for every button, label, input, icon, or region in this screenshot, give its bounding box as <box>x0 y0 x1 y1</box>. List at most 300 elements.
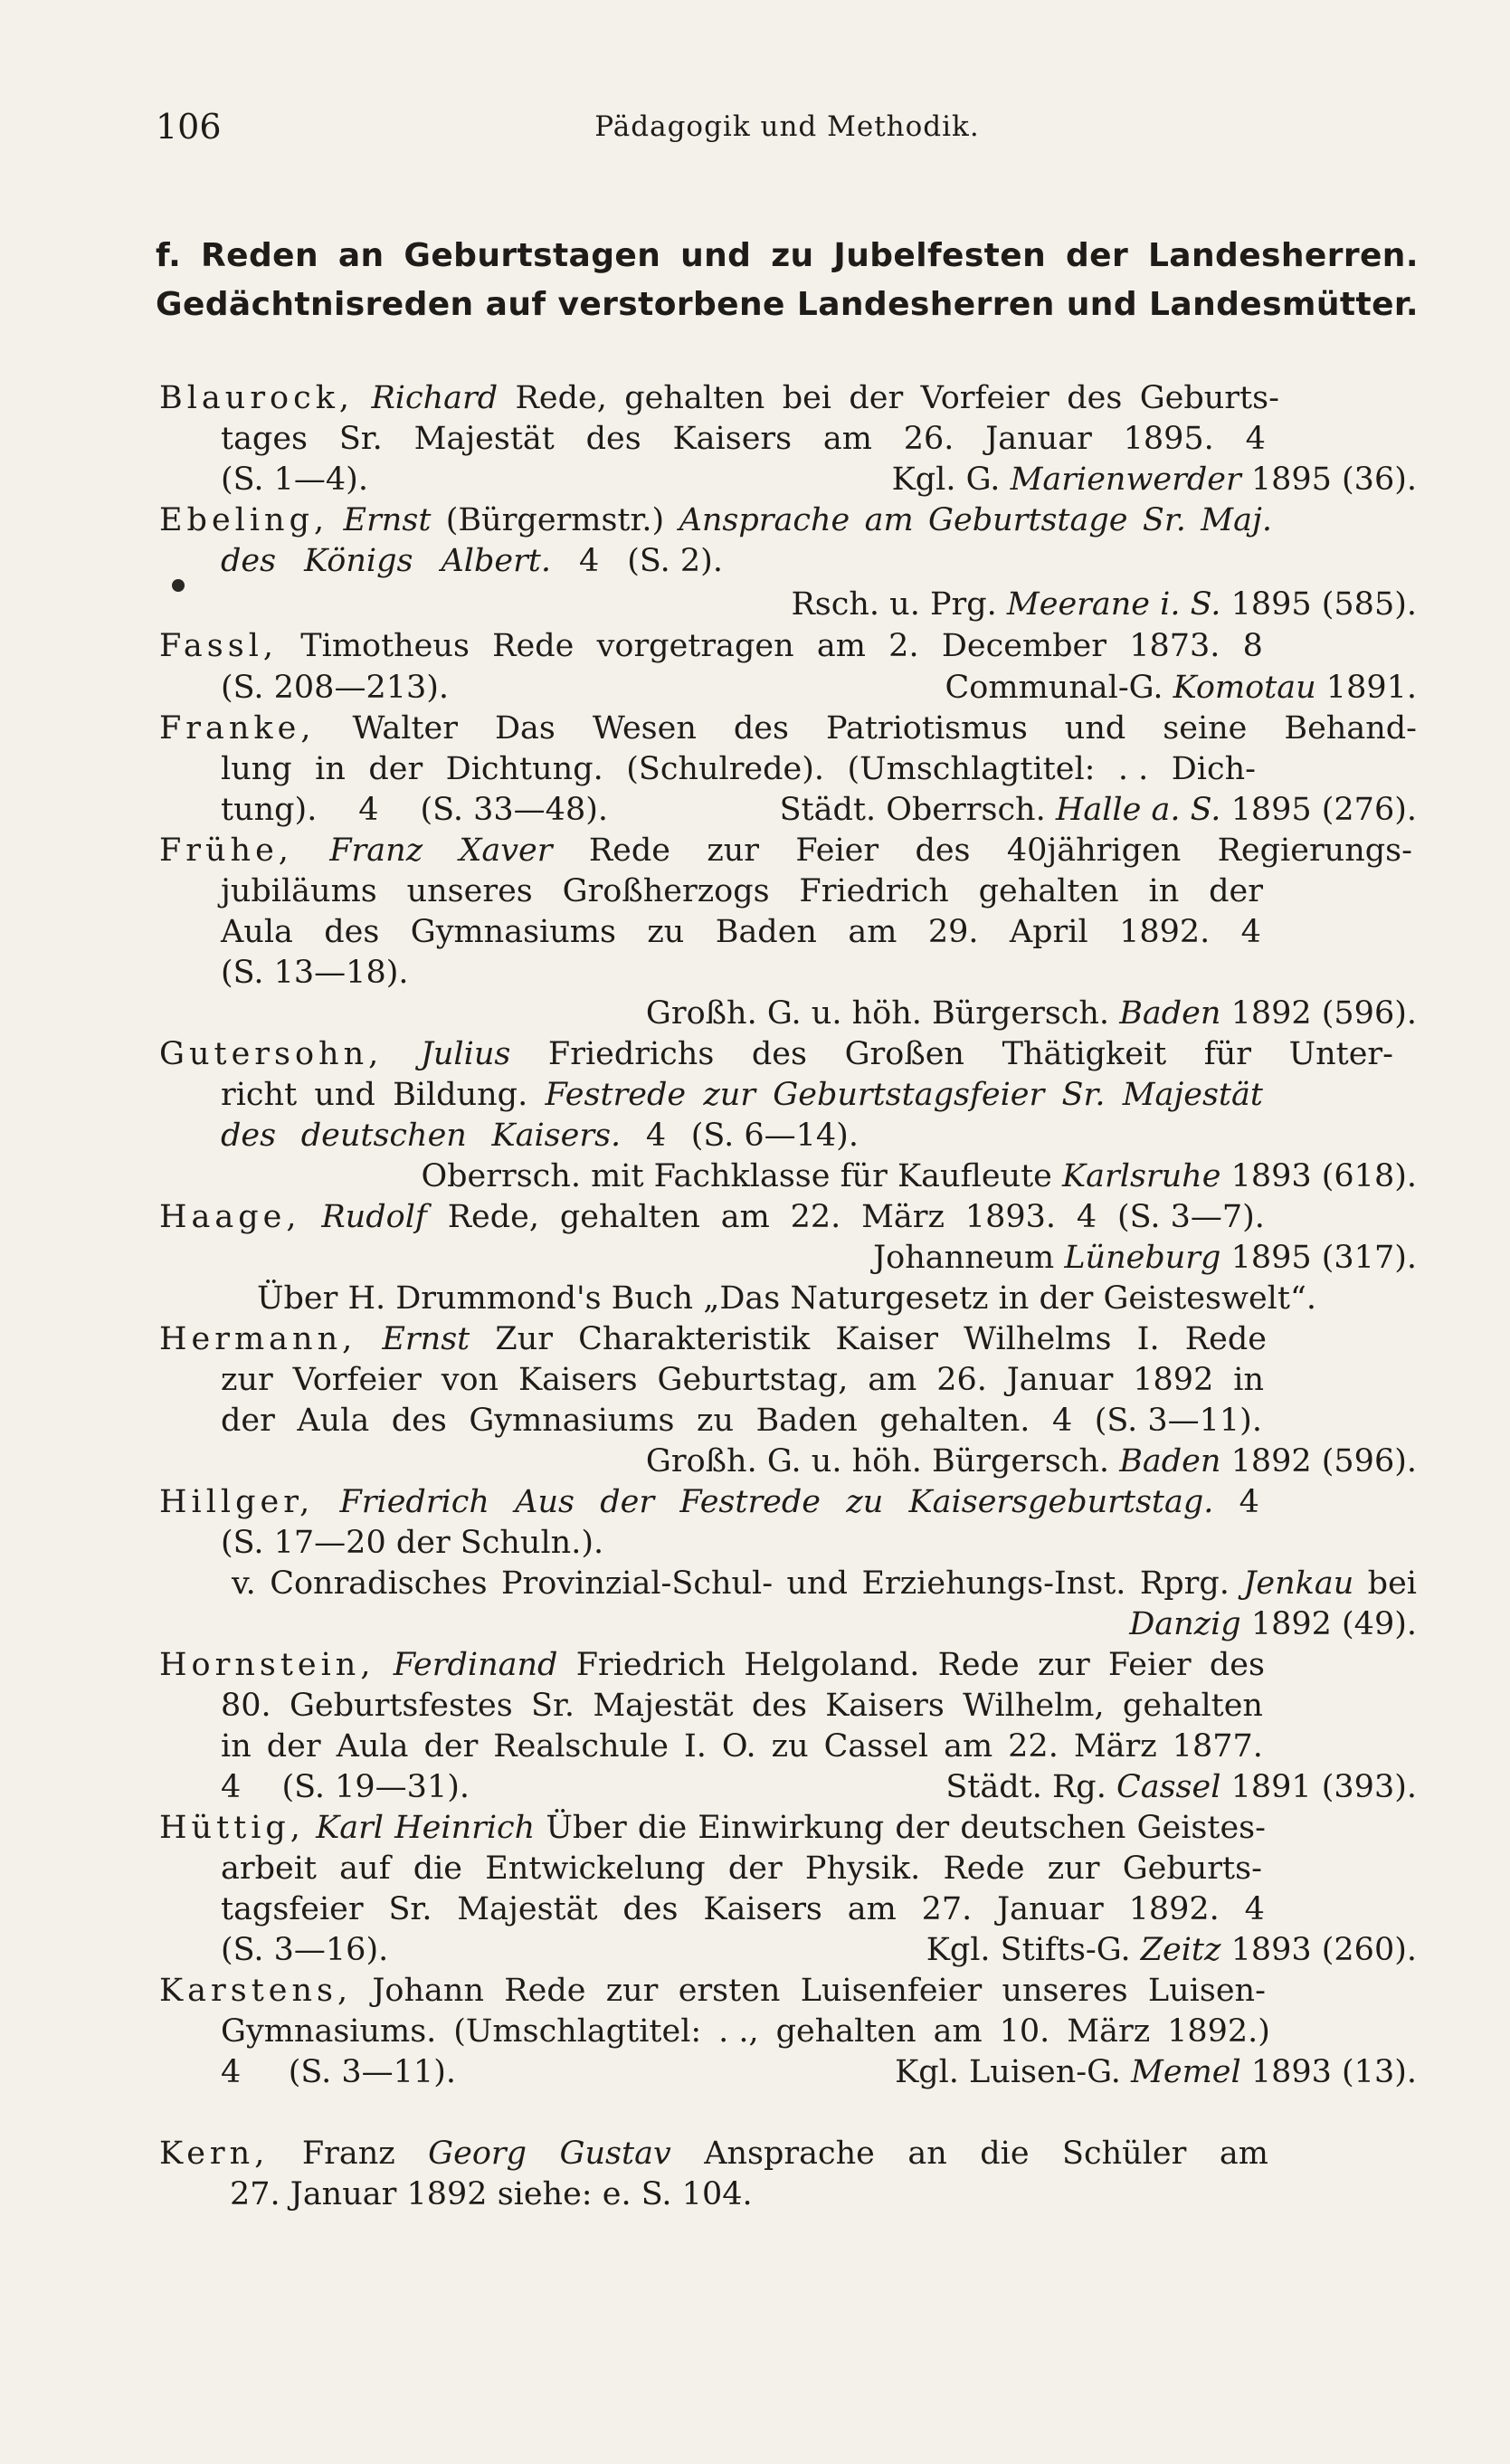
text-segment: Sr. <box>338 421 383 457</box>
text-segment: am <box>933 2013 983 2050</box>
italic-text: Heinrich <box>394 1810 536 1846</box>
entry-text <box>221 751 1256 787</box>
text-segment: Regierungs- <box>1217 832 1412 869</box>
text-segment: Vorfeier <box>920 380 1049 416</box>
text-segment: 8 <box>1242 628 1263 664</box>
entry-line <box>0 1728 1510 1770</box>
entry-line <box>0 955 1510 996</box>
text-segment: Gymnasiums <box>410 914 616 950</box>
author-surname: Hüttig, <box>159 1810 305 1846</box>
entry-line <box>0 1280 1510 1322</box>
text-segment: Communal-G. <box>945 670 1173 706</box>
entry-line <box>0 1850 1510 1892</box>
text-segment: 1893 (618). <box>1220 1158 1417 1194</box>
text-segment: Ansprache <box>704 2136 875 2172</box>
text-segment: des <box>733 710 789 747</box>
text-segment: der <box>727 1850 783 1887</box>
heading-word: zu <box>771 237 814 274</box>
text-segment: Bildung. <box>393 1077 528 1113</box>
text-segment: der <box>895 1810 950 1846</box>
text-segment: Baden <box>715 914 817 950</box>
text-segment: Timotheus <box>300 628 470 664</box>
italic-text: Ernst <box>382 1321 470 1357</box>
text-segment: unseres <box>1002 1973 1128 2009</box>
text-segment: 1891. <box>1315 670 1417 706</box>
entry-text <box>221 1891 1265 1927</box>
text-segment: Rede, <box>515 380 607 416</box>
text-segment: Rede, <box>447 1199 539 1235</box>
text-segment: (S. 17—20 der Schuln.). <box>221 1525 604 1561</box>
italic-text: des <box>221 543 277 579</box>
text-segment: des <box>622 1891 679 1927</box>
text-segment: in <box>315 751 346 787</box>
text-segment: Physik. <box>804 1850 921 1887</box>
text-segment: Friedrich <box>799 873 949 909</box>
text-segment: Wilhelms <box>964 1321 1112 1357</box>
text-segment: Majestät <box>413 421 555 457</box>
text-segment: vorgetragen <box>596 628 794 664</box>
text-segment: Unter- <box>1288 1036 1393 1072</box>
entry-line <box>0 1199 1510 1241</box>
italic-text: Georg <box>428 2136 527 2172</box>
entry-line <box>0 914 1510 956</box>
text-segment: Zur <box>495 1321 553 1357</box>
entry-line <box>0 586 1510 628</box>
text-segment: Baden <box>755 1403 858 1439</box>
entry-text <box>159 2136 1268 2172</box>
italic-text: Meerane i. S. <box>1006 586 1221 623</box>
text-segment: der <box>266 1728 321 1765</box>
italic-text: Baden <box>1119 995 1221 1032</box>
entry-line <box>0 873 1510 915</box>
text-segment: bei <box>782 380 831 416</box>
heading-word: Geburtstagen <box>404 237 661 274</box>
author-surname: Fassl, <box>159 628 279 664</box>
entry-line <box>0 1973 1510 2014</box>
entry-text <box>221 421 1266 457</box>
heading-word: verstorbene <box>557 286 785 323</box>
text-segment: Rede <box>504 1973 586 2009</box>
text-segment: jubiläums <box>221 873 377 909</box>
italic-text: Franz <box>329 832 423 869</box>
text-segment: Provinzial-Schul- <box>501 1565 774 1602</box>
entry-line <box>0 2054 1510 2096</box>
entry-line <box>0 1525 1510 1566</box>
entry-line <box>0 1118 1510 1159</box>
italic-text: Cassel <box>1116 1769 1221 1805</box>
text-segment: 1892. <box>1128 1891 1220 1927</box>
entry-line <box>0 1362 1510 1403</box>
text-segment: gehalten <box>775 2013 916 2050</box>
italic-text: der <box>600 1484 655 1520</box>
text-segment: Gymnasiums <box>469 1403 675 1439</box>
italic-text: Sr. <box>1061 1077 1106 1113</box>
text-segment: O. <box>721 1728 756 1765</box>
italic-text: deutschen <box>300 1118 467 1154</box>
text-segment: die <box>413 1850 463 1887</box>
author-surname: Ebeling, <box>159 502 329 538</box>
italic-text: Geburtstagsfeier <box>773 1077 1045 1113</box>
text-segment: arbeit <box>221 1850 317 1887</box>
text-segment: 1892 (596). <box>1220 995 1417 1032</box>
text-segment: . ., <box>718 2013 759 2050</box>
text-segment: 1893 (260). <box>1220 1932 1417 1968</box>
text-segment: Schüler <box>1062 2136 1187 2172</box>
italic-text: Richard <box>371 380 499 416</box>
text-segment: des <box>1067 380 1123 416</box>
text-segment: Cassel <box>823 1728 929 1765</box>
text-segment: 4 <box>1244 1891 1265 1927</box>
author-surname: Blaurock, <box>159 380 355 416</box>
entry-text <box>221 2013 1270 2050</box>
page-header <box>156 107 1419 152</box>
text-segment: (S. 208—213). <box>221 670 450 706</box>
text-segment: 1891 (393). <box>1220 1769 1417 1805</box>
italic-text: Albert. <box>441 543 551 579</box>
entry-line <box>0 751 1510 793</box>
italic-text: am <box>864 502 914 538</box>
text-segment: (S. 1—4). <box>221 461 368 498</box>
entry-text <box>570 1443 1417 1479</box>
text-segment: am <box>848 914 897 950</box>
text-segment: des <box>1209 1647 1265 1683</box>
text-segment: 4 <box>221 2054 242 2090</box>
entry-text <box>159 1321 1267 1357</box>
italic-text: Komotau <box>1173 670 1316 706</box>
italic-text: Xaver <box>459 832 553 869</box>
entry-text <box>221 1728 1263 1765</box>
text-segment: 1895 (317). <box>1220 1240 1417 1276</box>
entry-line <box>0 1688 1510 1729</box>
text-segment: Rede <box>1184 1321 1267 1357</box>
author-surname: Kern, <box>159 2136 270 2172</box>
text-segment: Januar <box>997 1891 1104 1927</box>
text-segment: Aula <box>221 914 293 950</box>
text-segment: 1895 (276). <box>1220 792 1417 828</box>
italic-text: Danzig <box>1129 1606 1241 1642</box>
author-surname: Haage, <box>159 1199 301 1235</box>
text-segment: Kaisers <box>825 1688 945 1724</box>
italic-text: Julius <box>420 1036 511 1072</box>
text-segment: ersten <box>678 1973 781 2009</box>
text-segment: Städt. Oberrsch. <box>779 792 1056 828</box>
italic-text: Aus <box>515 1484 575 1520</box>
text-segment: Entwickelung <box>485 1850 706 1887</box>
entry-text <box>814 1769 1417 1805</box>
text-segment: gehalten <box>624 380 765 416</box>
heading-word: f. <box>156 237 182 274</box>
heading-word: auf <box>485 286 546 323</box>
text-segment: (S. 19—31). <box>281 1769 470 1805</box>
entry-text <box>221 1403 1262 1439</box>
italic-text: Kaisersgeburtstag. <box>908 1484 1214 1520</box>
text-segment: Kaisers <box>703 1891 822 1927</box>
text-segment: 27. <box>921 1891 973 1927</box>
entry-text <box>221 543 723 579</box>
entry-text <box>221 955 429 991</box>
text-segment: lung <box>221 751 292 787</box>
text-segment: Einwirkung <box>698 1810 885 1846</box>
text-segment: December <box>941 628 1106 664</box>
author-surname: Hornstein, <box>159 1647 375 1683</box>
text-segment: 4 <box>1051 1403 1073 1439</box>
text-segment: 27. Januar 1892 siehe: e. S. 104. <box>230 2176 753 2212</box>
text-segment: Franz <box>301 2136 395 2172</box>
entry-line <box>0 1321 1510 1363</box>
entry-line <box>0 1158 1510 1200</box>
text-segment: und <box>786 1565 849 1602</box>
text-segment: April <box>1009 914 1088 950</box>
text-segment: der <box>221 1403 275 1439</box>
italic-text: Memel <box>1131 2054 1241 2090</box>
author-surname: Hillger, <box>159 1484 315 1520</box>
text-segment: Rede <box>492 628 575 664</box>
text-segment: des <box>751 1688 807 1724</box>
text-segment: Aula <box>297 1403 370 1439</box>
entry-line <box>0 2176 1510 2218</box>
entry-line <box>0 670 1510 711</box>
text-segment: 1892 (49). <box>1240 1606 1417 1642</box>
text-segment: Oberrsch. mit Fachklasse für Kaufleute <box>421 1158 1062 1194</box>
text-segment: (S. 6—14). <box>690 1118 859 1154</box>
text-segment: (S. 2). <box>627 543 723 579</box>
text-segment: (S. 33—48). <box>420 792 608 828</box>
heading-word: Jubelfesten <box>833 237 1047 274</box>
text-segment: 4 <box>358 792 379 828</box>
entry-text <box>221 1850 1262 1887</box>
author-surname: Franke, <box>159 710 316 747</box>
text-segment: 4 <box>221 1769 242 1805</box>
text-segment: 1892.) <box>1167 2013 1270 2050</box>
text-segment: 4 <box>579 543 600 579</box>
italic-text: Majestät <box>1122 1077 1263 1113</box>
italic-text: Karl <box>316 1810 385 1846</box>
italic-text: Rudolf <box>321 1199 427 1235</box>
text-segment: 10. <box>999 2013 1050 2050</box>
text-segment: 26. <box>936 1362 987 1398</box>
entry-text <box>221 1118 859 1154</box>
text-segment: die <box>637 1810 688 1846</box>
text-segment: Großherzogs <box>562 873 770 909</box>
italic-text: Friedrich <box>339 1484 489 1520</box>
text-segment: Luisen- <box>1147 1973 1266 2009</box>
heading-word: Landesherren <box>796 286 1055 323</box>
section-heading-line-2 <box>156 286 1419 323</box>
italic-text: Ansprache <box>679 502 850 538</box>
text-segment: Großh. G. u. höh. Bürgersch. <box>645 1443 1120 1479</box>
heading-word: und <box>1066 286 1138 323</box>
entry-text <box>159 1199 1265 1235</box>
text-segment: (S. 3—16). <box>221 1932 389 1968</box>
text-segment: (Bürgermstr.) <box>445 502 665 538</box>
italic-text: Lüneburg <box>1064 1240 1221 1276</box>
heading-word: an <box>337 237 385 274</box>
italic-text: Halle a. S. <box>1055 792 1221 828</box>
text-segment: der <box>849 380 904 416</box>
italic-text: Geburtstage <box>928 502 1128 538</box>
text-segment: für <box>1203 1036 1251 1072</box>
text-segment: 22. <box>790 1199 841 1235</box>
text-segment: Conradisches <box>270 1565 488 1602</box>
entry-line <box>0 1565 1510 1607</box>
text-segment: Majestät <box>593 1688 734 1724</box>
text-segment: Über H. Drummond's Buch „Das Naturgesetz in der Geisteswelt“. <box>257 1280 1316 1317</box>
text-segment: zur <box>605 1973 659 2009</box>
entry-line <box>0 1810 1510 1851</box>
text-segment: die <box>980 2136 1030 2172</box>
text-segment: Städt. Rg. <box>945 1769 1116 1805</box>
text-segment: Dich- <box>1171 751 1256 787</box>
text-segment: März <box>1073 1728 1157 1765</box>
text-segment: Wilhelm, <box>963 1688 1105 1724</box>
text-segment: Großh. G. u. höh. Bürgersch. <box>645 995 1120 1032</box>
text-segment: 1873. <box>1129 628 1220 664</box>
text-segment: 2. <box>888 628 919 664</box>
text-segment: unseres <box>406 873 533 909</box>
text-segment: des <box>585 421 641 457</box>
entry-line <box>0 1891 1510 1933</box>
italic-text: Karlsruhe <box>1062 1158 1221 1194</box>
heading-word: der <box>1065 237 1129 274</box>
text-segment: 26. <box>903 421 954 457</box>
text-segment: Feier <box>795 832 879 869</box>
text-segment: 1893 (13). <box>1240 2054 1417 2090</box>
entry-text <box>159 1036 1393 1072</box>
text-segment: (S. 3—11). <box>1094 1403 1262 1439</box>
entry-line <box>0 1647 1510 1689</box>
heading-word: Landesmütter. <box>1149 286 1419 323</box>
italic-text: Kaisers. <box>491 1118 622 1154</box>
entry-text <box>159 1647 1265 1683</box>
text-segment: Großen <box>844 1036 964 1072</box>
text-segment: tages <box>221 421 309 457</box>
entry-text <box>353 1158 1417 1194</box>
text-segment: Kgl. G. <box>891 461 1011 498</box>
text-segment: am <box>847 1891 897 1927</box>
italic-text: Marienwerder <box>1010 461 1241 498</box>
text-segment: am <box>816 628 866 664</box>
text-segment: Kaisers <box>672 421 793 457</box>
entry-text <box>159 628 1263 664</box>
text-segment: 1895 (585). <box>1220 586 1417 623</box>
running-title: Pädagogik und Methodik. <box>594 110 980 143</box>
entry-line <box>0 421 1510 462</box>
italic-text: Maj. <box>1201 502 1272 538</box>
text-segment: zur <box>221 1362 273 1398</box>
entry-text <box>814 2054 1417 2090</box>
italic-text: Ernst <box>343 502 432 538</box>
entry-text <box>859 670 1417 706</box>
entry-line <box>0 1932 1510 1974</box>
entry-text <box>221 1688 1263 1724</box>
text-segment: Rede <box>937 1647 1020 1683</box>
heading-word: Landesherren. <box>1147 237 1419 274</box>
text-segment: Kgl. Luisen-G. <box>895 2054 1132 2090</box>
text-segment: 1895. <box>1123 421 1214 457</box>
text-segment: 1893. <box>964 1199 1056 1235</box>
entry-line <box>0 1077 1510 1118</box>
text-segment: Sr. <box>531 1688 575 1724</box>
text-segment: . . <box>1117 751 1149 787</box>
text-segment: Januar <box>1006 1362 1114 1398</box>
text-segment: gehalten <box>1122 1688 1263 1724</box>
text-segment: Sr. <box>388 1891 432 1927</box>
heading-word: Gedächtnisreden <box>156 286 474 323</box>
text-segment: gehalten. <box>879 1403 1030 1439</box>
text-segment: Aula <box>336 1728 409 1765</box>
italic-text: Zeitz <box>1140 1932 1221 1968</box>
entry-line <box>0 710 1510 752</box>
text-segment: (Umschlagtitel: <box>453 2013 702 2050</box>
text-segment: tung). <box>221 792 318 828</box>
text-segment: Geburtsfestes <box>289 1688 513 1724</box>
text-segment: Rede <box>943 1850 1025 1887</box>
heading-word: und <box>680 237 752 274</box>
text-segment: 22. <box>1008 1728 1059 1765</box>
text-segment: am <box>1219 2136 1268 2172</box>
italic-text: Gustav <box>559 2136 671 2172</box>
entry-text <box>159 832 1412 869</box>
text-segment: Helgoland. <box>744 1647 920 1683</box>
text-segment: Kaisers <box>518 1362 638 1398</box>
text-segment: Das <box>494 710 556 747</box>
text-segment: Feier <box>1107 1647 1192 1683</box>
text-segment: an <box>907 2136 947 2172</box>
entry-text <box>570 995 1417 1032</box>
italic-text: Königs <box>304 543 413 579</box>
text-segment: 1892 <box>1133 1362 1214 1398</box>
entry-line <box>0 832 1510 874</box>
text-segment: in <box>1233 1362 1264 1398</box>
text-segment: der <box>1209 873 1263 909</box>
entry-text <box>221 1077 1263 1113</box>
text-segment: Gymnasiums. <box>221 2013 437 2050</box>
entry-text <box>995 1606 1417 1642</box>
text-segment: Januar <box>985 421 1092 457</box>
entry-line <box>0 502 1510 544</box>
text-segment: 4 <box>645 1118 667 1154</box>
text-segment: Johann <box>372 1973 484 2009</box>
author-surname: Frühe, <box>159 832 293 869</box>
text-segment: am <box>944 1728 993 1765</box>
text-segment: zu <box>647 914 685 950</box>
text-segment: Vorfeier <box>292 1362 422 1398</box>
text-segment: Thätigkeit <box>1002 1036 1167 1072</box>
text-segment: 80. <box>221 1688 271 1724</box>
text-segment: am <box>720 1199 770 1235</box>
text-segment: Geburts- <box>1122 1850 1262 1887</box>
text-segment: 40jährigen <box>1006 832 1182 869</box>
page-number: 106 <box>156 107 222 147</box>
text-segment: richt <box>221 1077 298 1113</box>
text-segment: der <box>368 751 423 787</box>
italic-text: Jenkau <box>1243 1565 1354 1602</box>
text-segment: Kgl. Stifts-G. <box>926 1932 1141 1968</box>
text-segment: Erziehungs-Inst. <box>861 1565 1126 1602</box>
text-segment: 29. <box>927 914 979 950</box>
entry-text <box>706 586 1417 623</box>
text-segment: Walter <box>352 710 458 747</box>
text-segment: (S. 13—18). <box>221 955 409 991</box>
author-surname: Karstens, <box>159 1973 353 2009</box>
entry-text <box>221 1525 637 1561</box>
entry-line <box>0 628 1510 670</box>
entry-line <box>0 995 1510 1037</box>
text-segment: zu <box>697 1403 735 1439</box>
entry-text <box>841 461 1417 498</box>
text-segment: Geburts- <box>1139 380 1279 416</box>
entry-text <box>159 710 1417 747</box>
